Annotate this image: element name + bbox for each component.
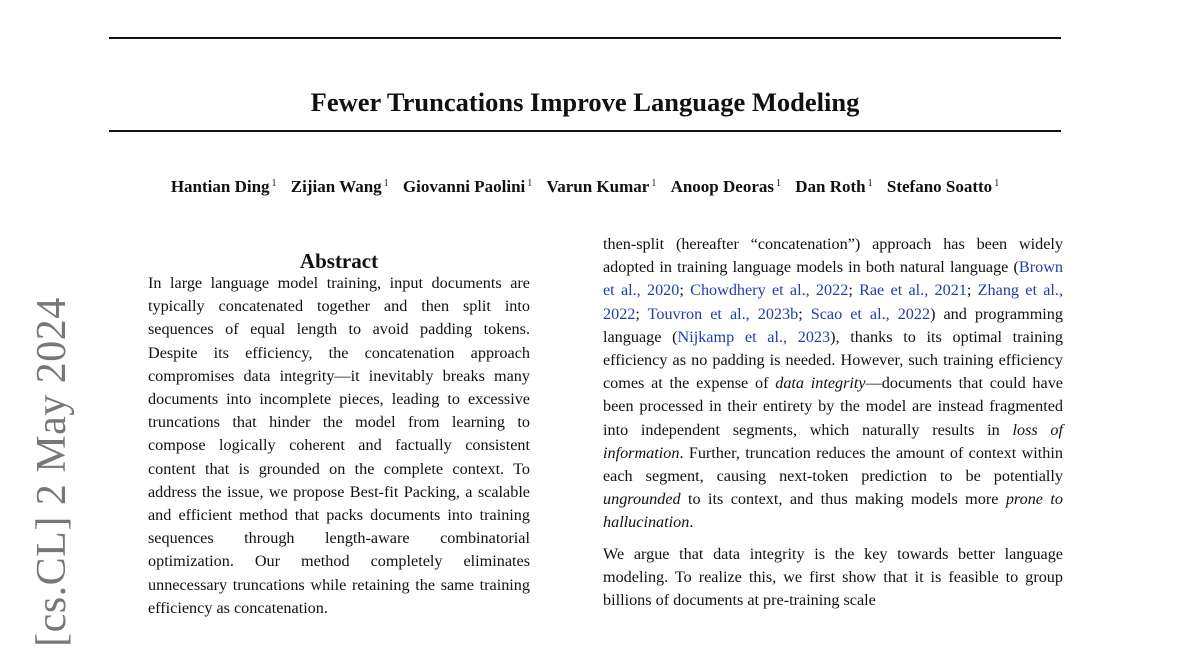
author-name: Hantian Ding	[170, 177, 270, 196]
emphasis-text: ungrounded	[603, 490, 681, 509]
author-affiliation: 1	[527, 178, 533, 189]
emphasis-text: data integrity	[775, 374, 866, 393]
author-affiliation: 1	[867, 178, 873, 189]
author	[547, 177, 657, 196]
author-name: Stefano Soatto	[886, 177, 993, 196]
citation-separator: ;	[635, 304, 648, 323]
author	[291, 177, 389, 196]
author	[403, 177, 532, 196]
author-name: Zijian Wang	[290, 177, 382, 196]
citation-link[interactable]: Chowdhery et al., 2022	[690, 281, 849, 300]
author-affiliation: 1	[271, 178, 277, 189]
intro-text: . Further, truncation reduces the amount of context within each segment, causing next-token prediction to be potentially	[603, 443, 1063, 486]
abstract-text: In large language model training, input documents are typically concatenated together and then split into sequences of equal length to avoid padding tokens. Despite its efficiency, the concatenation approach compromises data integrity—it inevitably breaks many documents into incomplete pieces, leading to excessive truncations that hinder the model from learning to compose logically coherent and factually consistent content that is grounded on the complete context. To address the issue, we propose Best-fit Packing, a scalable and efficient method that packs documents into training sequences through length-aware combinatorial optimization. Our method completely eliminates unnecessary truncations while retaining the same training efficiency as concatenation.	[148, 274, 530, 617]
intro-text: then-split (hereafter “concatenation”) approach has been widely adopted in training language models in both natural language (	[603, 235, 1063, 277]
author	[671, 177, 781, 196]
citation-link[interactable]: Rae et al., 2021	[859, 281, 967, 300]
citation-link[interactable]: Zhang et al., 2022	[603, 281, 1064, 323]
title-rule-top	[109, 37, 1061, 39]
citation-link[interactable]: Touvron et al., 2023b	[647, 304, 799, 323]
arxiv-side-stamp: [cs.CL] 2 May 2024	[29, 297, 75, 647]
author-name: Anoop Deoras	[670, 177, 774, 196]
author	[795, 177, 872, 196]
citation-separator: ;	[798, 304, 811, 323]
author	[171, 177, 277, 196]
intro-text: ) and programming language (	[603, 304, 1063, 346]
author-name: Giovanni Paolini	[402, 177, 526, 196]
author-affiliation: 1	[776, 178, 781, 189]
citation-separator: ;	[966, 281, 978, 300]
citation-separator: ;	[848, 281, 860, 300]
citation-link[interactable]: Nijkamp et al., 2023	[677, 327, 831, 346]
citation-separator: ;	[679, 281, 691, 300]
abstract-heading: Abstract	[299, 249, 379, 274]
intro-text: —documents that could have been processed in their entirety by the model are instead fragmented into independent segments, which naturally results in	[603, 374, 1063, 439]
paper-title: Fewer Truncations Improve Language Modeling	[310, 86, 860, 117]
introduction-column	[603, 233, 1063, 612]
intro-paragraph: We argue that data integrity is the key towards better language modeling. To realize this, we first show that it is feasible to group billions of documents at pre-training scale	[603, 544, 1063, 610]
author-list	[100, 173, 1070, 198]
author-affiliation: 1	[994, 178, 1000, 189]
intro-text: to its context, and thus making models more	[680, 490, 1006, 509]
title-rule-bottom	[109, 130, 1061, 132]
author	[887, 177, 999, 196]
emphasis-text: loss of information	[603, 420, 1063, 462]
author-affiliation: 1	[383, 178, 389, 189]
intro-text: ), thanks to its optimal training efficiency as no padding is needed. However, such training efficiency comes at the expense of	[603, 327, 1064, 393]
author-name: Varun Kumar	[546, 177, 650, 196]
citation-link[interactable]: Brown et al., 2020	[603, 258, 1063, 300]
intro-text: .	[689, 513, 694, 532]
intro-paragraph	[603, 233, 1063, 535]
author-affiliation: 1	[651, 178, 657, 189]
emphasis-text: prone to hallucination	[603, 490, 1063, 532]
citation-link[interactable]: Scao et al., 2022	[810, 304, 931, 323]
author-name: Dan Roth	[795, 177, 866, 196]
